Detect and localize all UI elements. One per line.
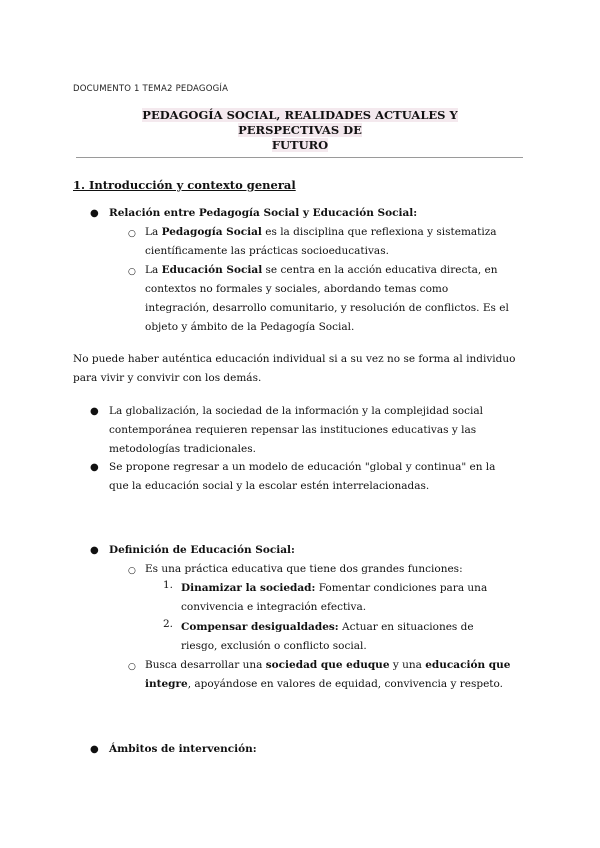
sub-item-practica-educativa: Es una práctica educativa que tiene dos grandes funciones: [145, 563, 463, 575]
text-fragment: Actuar en situaciones de riesgo, exclusión o conflicto social. [181, 621, 474, 652]
list-number: 2. [163, 618, 174, 630]
list-number: 1. [163, 579, 174, 591]
document-title [95, 108, 505, 153]
section-heading-1: 1. Introducción y contexto general [73, 178, 296, 192]
bullet-heading-ambitos [109, 740, 509, 759]
text-fragment: La [145, 226, 162, 238]
circle-bullet-icon: ○ [128, 662, 136, 672]
text-fragment: Fomentar condiciones para una convivencia e integración efectiva. [181, 582, 488, 613]
bold-term: Compensar desigualdades: [181, 621, 339, 633]
bold-term: Dinamizar la sociedad: [181, 582, 316, 594]
text-fragment: se centra en la acción educativa directa, en contextos no formales y sociales, abordando temas como integración, desarrollo comunitario, y resolución de conflictos. Es el objeto y ámbito de la Pedagogía Social. [145, 264, 509, 333]
heading-text: Ámbitos de intervención: [109, 743, 257, 755]
text-fragment: y una [389, 659, 426, 671]
text-fragment: es la disciplina que reflexiona y sistematiza científicamente las prácticas socioeducativas. [145, 226, 497, 257]
numbered-item-compensar [181, 618, 506, 656]
bullet-icon: ● [90, 462, 99, 473]
bold-term: sociedad que eduque [265, 659, 390, 671]
bold-term: Educación Social [161, 264, 263, 276]
sub-item-busca-desarrollar [145, 656, 515, 694]
bullet-globalizacion: La globalización, la sociedad de la información y la complejidad social contemporánea requieren repensar las instituciones educativas y las metodologías tradicionales. [109, 405, 483, 455]
text-fragment: La [145, 264, 162, 276]
title-line-1: PEDAGOGÍA SOCIAL, REALIDADES ACTUALES Y PERSPECTIVAS DE [142, 108, 458, 137]
bullet-modelo-global: Se propone regresar a un modelo de educación "global y continua" en la que la educación social y la escolar estén interrelacionadas. [109, 461, 496, 492]
paragraph-convivencia: No puede haber auténtica educación individual si a su vez no se forma al individuo para vivir y convivir con los demás. [73, 353, 516, 384]
bullet-icon: ● [90, 744, 99, 755]
bullet-icon: ● [90, 545, 99, 556]
bullet-heading-definicion [109, 541, 509, 560]
circle-bullet-icon: ○ [128, 566, 136, 576]
text-fragment: , apoyándose en valores de equidad, convivencia y respeto. [187, 678, 504, 690]
bold-term: Pedagogía Social [161, 226, 262, 238]
document-header: DOCUMENTO 1 TEMA2 PEDAGOGÍA [73, 84, 229, 94]
title-line-2: FUTURO [271, 138, 329, 152]
text-fragment: Busca desarrollar una [145, 659, 266, 671]
bullet-icon: ● [90, 208, 99, 219]
numbered-item-dinamizar [181, 579, 506, 617]
bullet-icon: ● [90, 406, 99, 417]
heading-text: Relación entre Pedagogía Social y Educación Social: [109, 207, 418, 219]
circle-bullet-icon: ○ [128, 229, 136, 239]
sub-item-educacion-social [145, 261, 515, 337]
sub-item-pedagogia-social [145, 223, 515, 261]
circle-bullet-icon: ○ [128, 267, 136, 277]
bullet-heading-relacion [109, 204, 509, 223]
horizontal-rule [76, 157, 523, 158]
heading-text: Definición de Educación Social: [109, 544, 295, 556]
bold-term: educación que integre [145, 659, 511, 690]
